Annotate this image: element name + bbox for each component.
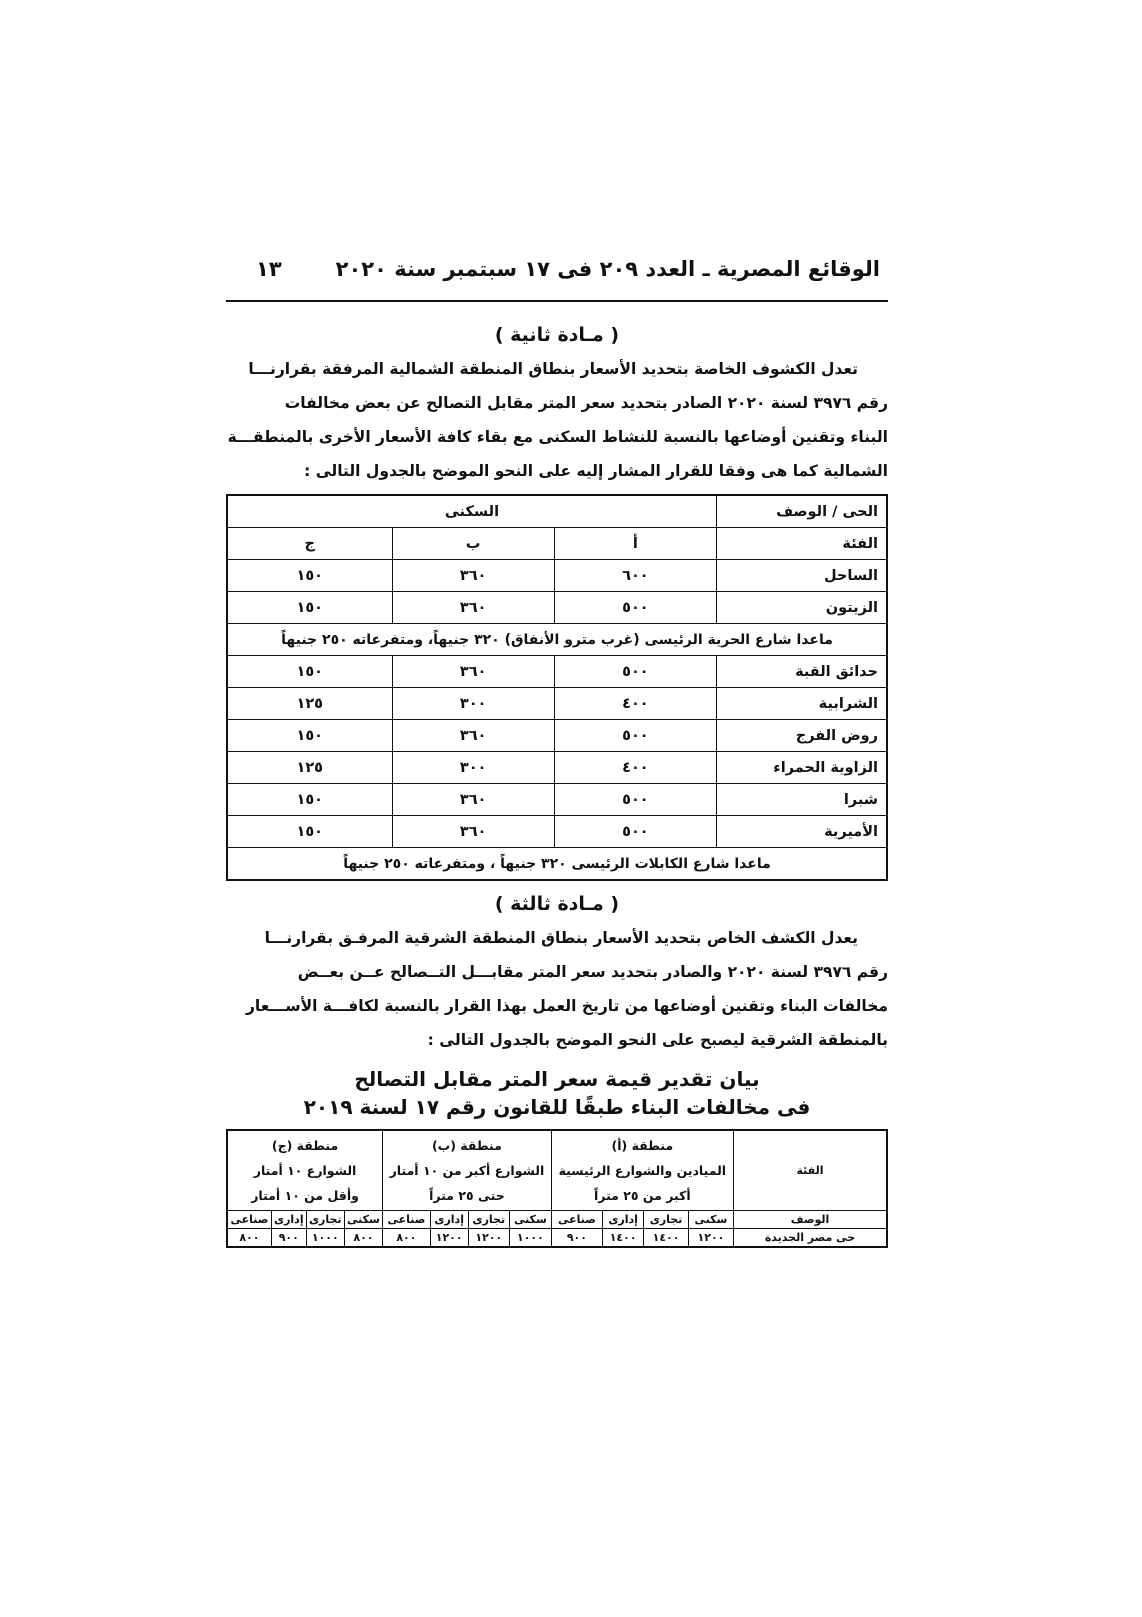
table-note-row <box>227 848 887 881</box>
zone-desc: وأقل من ١٠ أمتار <box>251 1188 359 1203</box>
activity-header: صناعى <box>551 1211 602 1229</box>
note-cell: ماعدا شارع الكابلات الرئيسى ٣٢٠ جنيهاً ، ومتفرعاته ٢٥٠ جنيهاً <box>227 848 887 881</box>
activity-header: إدارى <box>271 1211 306 1229</box>
price-cell: ١٥٠ <box>227 784 392 816</box>
zone-desc: حتى ٢٥ متراً <box>429 1188 505 1203</box>
district-name: الشرابية <box>717 688 888 720</box>
category-a: أ <box>554 528 716 560</box>
price-cell: ٣٦٠ <box>392 656 554 688</box>
article-3-text <box>226 921 888 1057</box>
activity-header: سكنى <box>510 1211 552 1229</box>
district-name: الساحل <box>717 560 888 592</box>
activity-header: إدارى <box>430 1211 468 1229</box>
northern-zone-table <box>226 494 888 881</box>
price-cell: ٣٠٠ <box>392 688 554 720</box>
text-line: بالمنطقة الشرقية ليصبح على النحو الموضح بالجدول التالى : <box>427 1031 888 1049</box>
price-cell: ١٥٠ <box>227 656 392 688</box>
activity-header: سكنى <box>688 1211 733 1229</box>
price-cell: ١٠٠٠ <box>306 1229 344 1248</box>
table-row <box>227 720 887 752</box>
text-line: مخالفات البناء وتقنين أوضاعها من تاريخ العمل بهذا القرار بالنسبة لكافـــة الأســـعار <box>245 997 888 1015</box>
price-cell: ٥٠٠ <box>554 592 716 624</box>
table-note-row <box>227 624 887 656</box>
zone-name: منطقة (ب) <box>431 1138 502 1153</box>
article-2-heading: ( مـادة ثانية ) <box>494 324 620 346</box>
price-cell: ٨٠٠ <box>344 1229 382 1248</box>
price-cell: ٤٠٠ <box>554 752 716 784</box>
district-name: حدائق القبة <box>717 656 888 688</box>
zone-desc: الشوارع ١٠ أمتار <box>253 1163 357 1178</box>
activity-header: إدارى <box>603 1211 644 1229</box>
zone-b-header <box>383 1130 552 1211</box>
note-cell: ماعدا شارع الحرية الرئيسى (غرب مترو الأنفاق) ٣٢٠ جنيهاً، ومتفرعاته ٢٥٠ جنيهاً <box>227 624 887 656</box>
district-name: شبرا <box>717 784 888 816</box>
price-cell: ١٢٠٠ <box>468 1229 509 1248</box>
price-cell: ٩٠٠ <box>551 1229 602 1248</box>
text-line: رقم ٣٩٧٦ لسنة ٢٠٢٠ والصادر بتحديد سعر المتر مقابـــل التــصالح عــن بعــض <box>297 963 888 981</box>
price-cell: ٣٦٠ <box>392 592 554 624</box>
text-line: البناء وتقنين أوضاعها بالنسبة للنشاط السكنى مع بقاء كافة الأسعار الأخرى بالمنطقـــة <box>227 428 888 446</box>
article-3-heading: ( مـادة ثالثة ) <box>494 893 620 915</box>
activity-header: صناعى <box>227 1211 271 1229</box>
table-title-line-1: بيان تقدير قيمة سعر المتر مقابل التصالح <box>354 1067 760 1091</box>
table-row <box>227 592 887 624</box>
zone-desc: الشوارع أكبر من ١٠ أمتار <box>389 1163 545 1178</box>
activity-header: صناعى <box>383 1211 431 1229</box>
price-cell: ١٥٠ <box>227 592 392 624</box>
activity-header: سكنى <box>344 1211 382 1229</box>
header-description: الوصف <box>734 1211 888 1229</box>
price-cell: ٣٦٠ <box>392 720 554 752</box>
district-name: حى مصر الجديدة <box>734 1229 888 1248</box>
price-cell: ٨٠٠ <box>227 1229 271 1248</box>
price-cell: ٥٠٠ <box>554 720 716 752</box>
price-cell: ٤٠٠ <box>554 688 716 720</box>
price-cell: ١٢٠٠ <box>688 1229 733 1248</box>
table-row <box>227 752 887 784</box>
price-cell: ٩٠٠ <box>271 1229 306 1248</box>
zone-a-header <box>551 1130 733 1211</box>
zone-name: منطقة (ج) <box>271 1138 339 1153</box>
price-cell: ٥٠٠ <box>554 656 716 688</box>
table-row <box>227 784 887 816</box>
zone-desc: أكبر من ٢٥ متراً <box>594 1188 691 1203</box>
page-header <box>226 252 888 286</box>
table-row <box>227 1229 887 1248</box>
text-line: يعدل الكشف الخاص بتحديد الأسعار بنطاق المنطقة الشرقية المرفـق بقرارنـــا <box>264 929 858 947</box>
price-cell: ٣٦٠ <box>392 784 554 816</box>
text-line: تعدل الكشوف الخاصة بتحديد الأسعار بنطاق المنطقة الشمالية المرفقة بقرارنـــا <box>248 360 858 378</box>
gazette-page <box>226 252 888 1248</box>
price-cell: ١٢٥ <box>227 752 392 784</box>
price-cell: ٣٦٠ <box>392 816 554 848</box>
zone-desc: الميادين والشوارع الرئيسية <box>558 1163 727 1178</box>
category-c: ج <box>227 528 392 560</box>
table-row <box>227 688 887 720</box>
activity-header: تجارى <box>306 1211 344 1229</box>
price-cell: ٣٦٠ <box>392 560 554 592</box>
price-cell: ١٠٠٠ <box>510 1229 552 1248</box>
table-row <box>227 656 887 688</box>
district-name: روض الفرج <box>717 720 888 752</box>
price-cell: ١٢٠٠ <box>430 1229 468 1248</box>
price-cell: ١٥٠ <box>227 720 392 752</box>
district-name: الأميرية <box>717 816 888 848</box>
price-cell: ٨٠٠ <box>383 1229 431 1248</box>
header-category: الفئة <box>717 528 888 560</box>
price-cell: ١٥٠ <box>227 560 392 592</box>
table-row <box>227 816 887 848</box>
price-cell: ١٥٠ <box>227 816 392 848</box>
price-cell: ١٤٠٠ <box>603 1229 644 1248</box>
zone-c-header <box>227 1130 383 1211</box>
article-2-text <box>226 352 888 488</box>
header-title: الوقائع المصرية ـ العدد ٢٠٩ فى ١٧ سبتمبر سنة ٢٠٢٠ <box>335 257 880 281</box>
text-line: الشمالية كما هى وفقا للقرار المشار إليه على النحو الموضح بالجدول التالى : <box>304 462 888 480</box>
page-number: ١٣ <box>256 257 282 281</box>
header-residential: السكنى <box>227 495 717 528</box>
price-cell: ٣٠٠ <box>392 752 554 784</box>
price-cell: ٥٠٠ <box>554 816 716 848</box>
price-cell: ١٤٠٠ <box>644 1229 689 1248</box>
price-cell: ١٢٥ <box>227 688 392 720</box>
header-district: الحى / الوصف <box>717 495 888 528</box>
table-title-line-2: فى مخالفات البناء طبقًا للقانون رقم ١٧ لسنة ٢٠١٩ <box>303 1095 811 1119</box>
price-cell: ٥٠٠ <box>554 784 716 816</box>
table-row <box>227 560 887 592</box>
header-category: الفئة <box>734 1130 888 1211</box>
zone-name: منطقة (أ) <box>611 1138 674 1153</box>
district-name: الزيتون <box>717 592 888 624</box>
activity-header: تجارى <box>468 1211 509 1229</box>
activity-header: تجارى <box>644 1211 689 1229</box>
price-cell: ٦٠٠ <box>554 560 716 592</box>
eastern-zone-table <box>226 1129 888 1248</box>
category-b: ب <box>392 528 554 560</box>
header-divider <box>226 300 888 302</box>
district-name: الزاوية الحمراء <box>717 752 888 784</box>
text-line: رقم ٣٩٧٦ لسنة ٢٠٢٠ الصادر بتحديد سعر المتر مقابل التصالح عن بعض مخالفات <box>284 394 888 412</box>
